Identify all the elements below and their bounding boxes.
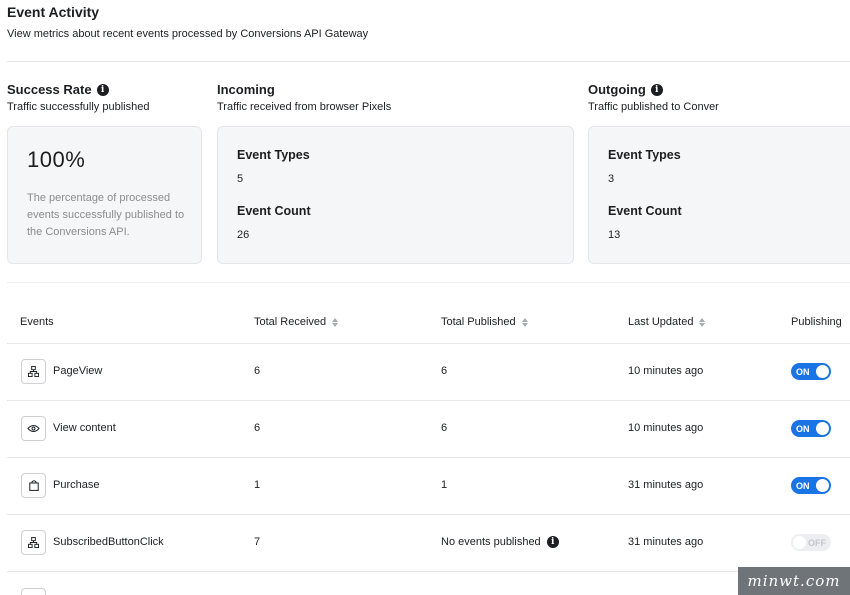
total-received: 1: [254, 479, 261, 491]
total-received: 6: [254, 365, 261, 377]
last-updated: 10 minutes ago: [628, 422, 704, 434]
table-row[interactable]: [0, 343, 850, 400]
toggle-knob: [816, 422, 829, 435]
incoming-event-types-label: Event Types: [237, 148, 310, 162]
table-row[interactable]: [0, 457, 850, 514]
success-rate-description: The percentage of processed events successfully published to the Conversions API.: [27, 192, 185, 238]
event-name: PageView: [53, 365, 103, 377]
sort-icon[interactable]: [332, 318, 338, 327]
column-header-events: [20, 316, 54, 328]
eye-icon: [21, 416, 46, 441]
incoming-subtitle: Traffic received from browser Pixels: [217, 101, 392, 113]
total-published: 1: [441, 479, 448, 491]
total-received: 6: [254, 422, 261, 434]
event-name: View content: [53, 422, 116, 434]
outgoing-event-count-label: Event Count: [608, 204, 682, 218]
event-name: SubscribedButtonClick: [53, 536, 164, 548]
total-published: 6: [441, 365, 448, 377]
outgoing-card: [588, 126, 850, 264]
publishing-toggle-label: ON: [796, 366, 810, 377]
info-icon[interactable]: i: [97, 84, 109, 96]
success-rate-subtitle: Traffic successfully published: [7, 101, 150, 113]
last-updated: 10 minutes ago: [628, 365, 704, 377]
shopping-bag-icon: [21, 473, 46, 498]
incoming-event-types-value: 5: [237, 173, 244, 185]
table-row[interactable]: [0, 400, 850, 457]
publishing-toggle-label: ON: [796, 480, 810, 491]
total-received: 7: [254, 536, 261, 548]
sort-icon[interactable]: [522, 318, 528, 327]
incoming-card: [217, 126, 574, 264]
publishing-toggle[interactable]: [791, 477, 831, 494]
outgoing-event-types-label: Event Types: [608, 148, 681, 162]
incoming-event-count-label: Event Count: [237, 204, 311, 218]
success-rate-title: Success Rate: [7, 82, 92, 97]
toggle-knob: [816, 365, 829, 378]
last-updated: 31 minutes ago: [628, 536, 704, 548]
column-header-total-published[interactable]: [441, 316, 528, 328]
success-rate-section: [7, 82, 149, 113]
outgoing-event-count-value: 13: [608, 229, 621, 241]
incoming-title: Incoming: [217, 82, 275, 97]
publishing-toggle-label: OFF: [808, 537, 826, 548]
toggle-knob: [793, 536, 806, 549]
toggle-knob: [816, 479, 829, 492]
column-header-last-updated[interactable]: [628, 316, 705, 328]
header-divider: [7, 61, 850, 62]
info-icon[interactable]: i: [651, 84, 663, 96]
last-updated: 31 minutes ago: [628, 479, 704, 491]
outgoing-title: Outgoing: [588, 82, 646, 97]
total-published-cell: [441, 536, 559, 548]
event-name: Purchase: [53, 479, 100, 491]
publishing-toggle-label: ON: [796, 423, 810, 434]
table-divider: [7, 571, 850, 572]
column-header-events-label: Events: [20, 316, 54, 328]
success-rate-card: [7, 126, 202, 264]
info-icon[interactable]: i: [547, 536, 559, 548]
page-subtitle: View metrics about recent events processed by Conversions API Gateway: [7, 28, 369, 40]
outgoing-subtitle: Traffic published to Conver: [588, 101, 719, 113]
outgoing-section: [588, 82, 850, 113]
hierarchy-icon: [21, 530, 46, 555]
incoming-event-count-value: 26: [237, 229, 250, 241]
column-header-publishing-label: Publishing: [791, 316, 842, 328]
incoming-section: [217, 82, 391, 113]
table-row[interactable]: [0, 514, 850, 571]
page-title: Event Activity: [7, 4, 100, 20]
column-header-total-published-label: Total Published: [441, 316, 516, 328]
total-published: 6: [441, 422, 448, 434]
outgoing-event-types-value: 3: [608, 173, 615, 185]
column-header-total-received-label: Total Received: [254, 316, 327, 328]
column-header-total-received[interactable]: [254, 316, 338, 328]
section-divider: [7, 282, 850, 283]
column-header-publishing: [791, 316, 842, 328]
row-icon-partial: [21, 588, 46, 595]
success-rate-value: 100%: [27, 147, 86, 172]
total-published: No events published: [441, 536, 541, 548]
watermark: minwt.com: [738, 567, 850, 595]
column-header-last-updated-label: Last Updated: [628, 316, 694, 328]
sort-icon[interactable]: [699, 318, 705, 327]
hierarchy-icon: [21, 359, 46, 384]
publishing-toggle[interactable]: [791, 363, 831, 380]
publishing-toggle[interactable]: [791, 420, 831, 437]
publishing-toggle[interactable]: [791, 534, 831, 551]
